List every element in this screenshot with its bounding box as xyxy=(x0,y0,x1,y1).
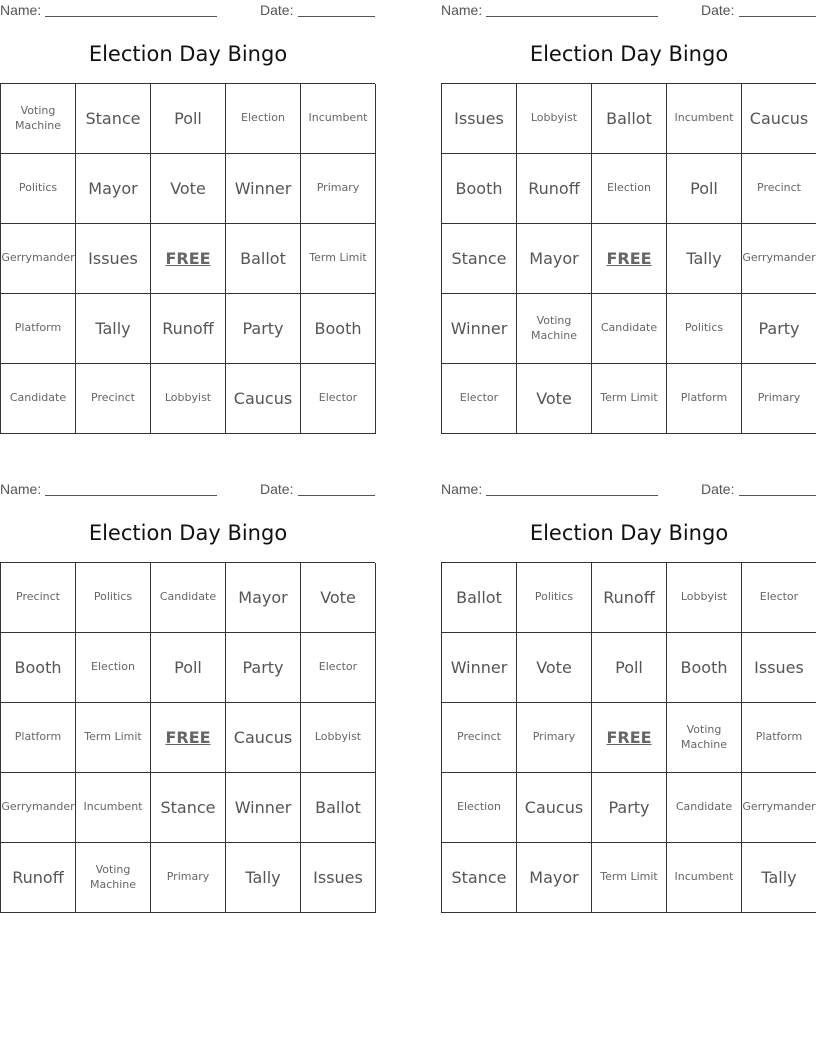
bingo-cell: Politics xyxy=(76,563,151,633)
bingo-cell: Tally xyxy=(226,843,301,913)
bingo-cell: Ballot xyxy=(301,773,376,843)
bingo-cell: Candidate xyxy=(592,294,667,364)
bingo-cell: Vote xyxy=(517,364,592,434)
bingo-cell: Gerrymander xyxy=(1,773,76,843)
bingo-cell: Runoff xyxy=(151,294,226,364)
name-label: Name: xyxy=(441,2,483,18)
bingo-cell: Party xyxy=(742,294,816,364)
date-label: Date: xyxy=(701,2,735,18)
bingo-cell: Issues xyxy=(742,633,816,703)
date-label: Date: xyxy=(260,481,294,497)
bingo-cell: Issues xyxy=(301,843,376,913)
bingo-cell: Caucus xyxy=(226,364,301,434)
bingo-cell: Term Limit xyxy=(592,364,667,434)
name-line xyxy=(486,495,658,496)
bingo-cell: Stance xyxy=(76,84,151,154)
bingo-cell: Incumbent xyxy=(667,843,742,913)
bingo-cell: Caucus xyxy=(226,703,301,773)
bingo-cell: Candidate xyxy=(1,364,76,434)
bingo-cell: Tally xyxy=(742,843,816,913)
bingo-cell: Precinct xyxy=(742,154,816,224)
bingo-cell: Ballot xyxy=(592,84,667,154)
bingo-cell: Elector xyxy=(301,633,376,703)
bingo-cell: Vote xyxy=(151,154,226,224)
bingo-cell: Politics xyxy=(1,154,76,224)
bingo-cell: Mayor xyxy=(76,154,151,224)
bingo-cell: Poll xyxy=(151,633,226,703)
bingo-grid xyxy=(0,83,375,434)
bingo-cell: Precinct xyxy=(442,703,517,773)
bingo-cell: Politics xyxy=(667,294,742,364)
bingo-cell: Candidate xyxy=(667,773,742,843)
bingo-cell: Runoff xyxy=(1,843,76,913)
bingo-cell: Ballot xyxy=(226,224,301,294)
bingo-cell: Caucus xyxy=(517,773,592,843)
bingo-cell: Booth xyxy=(1,633,76,703)
bingo-cell: Poll xyxy=(667,154,742,224)
bingo-cell: Stance xyxy=(442,224,517,294)
bingo-cell: Incumbent xyxy=(667,84,742,154)
date-label: Date: xyxy=(260,2,294,18)
bingo-cell: Winner xyxy=(226,154,301,224)
bingo-grid xyxy=(0,562,375,913)
bingo-cell: Platform xyxy=(667,364,742,434)
bingo-cell: Elector xyxy=(442,364,517,434)
bingo-cell: Primary xyxy=(151,843,226,913)
card-title: Election Day Bingo xyxy=(88,42,288,66)
bingo-cell: Incumbent xyxy=(76,773,151,843)
bingo-cell: Mayor xyxy=(517,224,592,294)
bingo-card-2 xyxy=(441,0,816,432)
bingo-cell: Incumbent xyxy=(301,84,376,154)
free-space: FREE xyxy=(151,224,226,294)
bingo-cell: Runoff xyxy=(592,563,667,633)
bingo-cell: Elector xyxy=(742,563,816,633)
bingo-cell: Mayor xyxy=(517,843,592,913)
name-label: Name: xyxy=(0,2,42,18)
bingo-cell: Tally xyxy=(667,224,742,294)
bingo-cell: Caucus xyxy=(742,84,816,154)
bingo-cell: Primary xyxy=(301,154,376,224)
name-line xyxy=(45,16,217,17)
bingo-cell: Issues xyxy=(442,84,517,154)
bingo-cell: Gerrymander xyxy=(742,224,816,294)
bingo-cell: Lobbyist xyxy=(667,563,742,633)
date-line xyxy=(739,16,816,17)
bingo-cell: Winner xyxy=(442,294,517,364)
bingo-cell: Lobbyist xyxy=(151,364,226,434)
bingo-cell: Runoff xyxy=(517,154,592,224)
bingo-cell: Lobbyist xyxy=(517,84,592,154)
bingo-cell: Issues xyxy=(76,224,151,294)
name-line xyxy=(45,495,217,496)
bingo-cell: Election xyxy=(226,84,301,154)
bingo-cell: Stance xyxy=(151,773,226,843)
free-space: FREE xyxy=(592,703,667,773)
bingo-cell: Politics xyxy=(517,563,592,633)
bingo-cell: Gerrymander xyxy=(742,773,816,843)
bingo-grid xyxy=(441,562,816,913)
bingo-cell: Stance xyxy=(442,843,517,913)
bingo-cell: Precinct xyxy=(76,364,151,434)
card-header xyxy=(441,481,816,499)
bingo-cell: Term Limit xyxy=(76,703,151,773)
bingo-cell: Poll xyxy=(151,84,226,154)
bingo-cell: Party xyxy=(592,773,667,843)
bingo-cell: Winner xyxy=(226,773,301,843)
card-header xyxy=(441,2,816,20)
bingo-cell: Booth xyxy=(442,154,517,224)
bingo-cell: Election xyxy=(592,154,667,224)
name-label: Name: xyxy=(441,481,483,497)
name-line xyxy=(486,16,658,17)
bingo-cell: Candidate xyxy=(151,563,226,633)
bingo-cell: Election xyxy=(76,633,151,703)
card-title: Election Day Bingo xyxy=(88,521,288,545)
card-header xyxy=(0,2,376,20)
date-line xyxy=(739,495,816,496)
name-label: Name: xyxy=(0,481,42,497)
bingo-cell: Voting Machine xyxy=(1,84,76,154)
date-label: Date: xyxy=(701,481,735,497)
bingo-cell: Elector xyxy=(301,364,376,434)
bingo-cell: Tally xyxy=(76,294,151,364)
bingo-card-4 xyxy=(441,479,816,911)
date-line xyxy=(298,495,375,496)
bingo-cell: Party xyxy=(226,633,301,703)
bingo-cell: Precinct xyxy=(1,563,76,633)
bingo-cell: Party xyxy=(226,294,301,364)
bingo-cell: Vote xyxy=(301,563,376,633)
bingo-grid xyxy=(441,83,816,434)
date-line xyxy=(298,16,375,17)
bingo-cell: Primary xyxy=(517,703,592,773)
card-title: Election Day Bingo xyxy=(529,521,729,545)
bingo-cell: Platform xyxy=(742,703,816,773)
bingo-cell: Platform xyxy=(1,703,76,773)
bingo-cell: Primary xyxy=(742,364,816,434)
free-space: FREE xyxy=(592,224,667,294)
bingo-cell: Poll xyxy=(592,633,667,703)
bingo-cell: Election xyxy=(442,773,517,843)
bingo-cell: Ballot xyxy=(442,563,517,633)
card-header xyxy=(0,481,376,499)
bingo-cell: Winner xyxy=(442,633,517,703)
free-space: FREE xyxy=(151,703,226,773)
bingo-cell: Lobbyist xyxy=(301,703,376,773)
bingo-cell: Term Limit xyxy=(592,843,667,913)
bingo-card-3 xyxy=(0,479,376,911)
bingo-cell: Voting Machine xyxy=(667,703,742,773)
card-title: Election Day Bingo xyxy=(529,42,729,66)
bingo-cell: Mayor xyxy=(226,563,301,633)
bingo-cell: Voting Machine xyxy=(517,294,592,364)
bingo-cell: Voting Machine xyxy=(76,843,151,913)
bingo-cell: Vote xyxy=(517,633,592,703)
bingo-cell: Term Limit xyxy=(301,224,376,294)
bingo-cell: Booth xyxy=(667,633,742,703)
bingo-cell: Platform xyxy=(1,294,76,364)
bingo-card-1 xyxy=(0,0,376,432)
bingo-cell: Gerrymander xyxy=(1,224,76,294)
bingo-cell: Booth xyxy=(301,294,376,364)
